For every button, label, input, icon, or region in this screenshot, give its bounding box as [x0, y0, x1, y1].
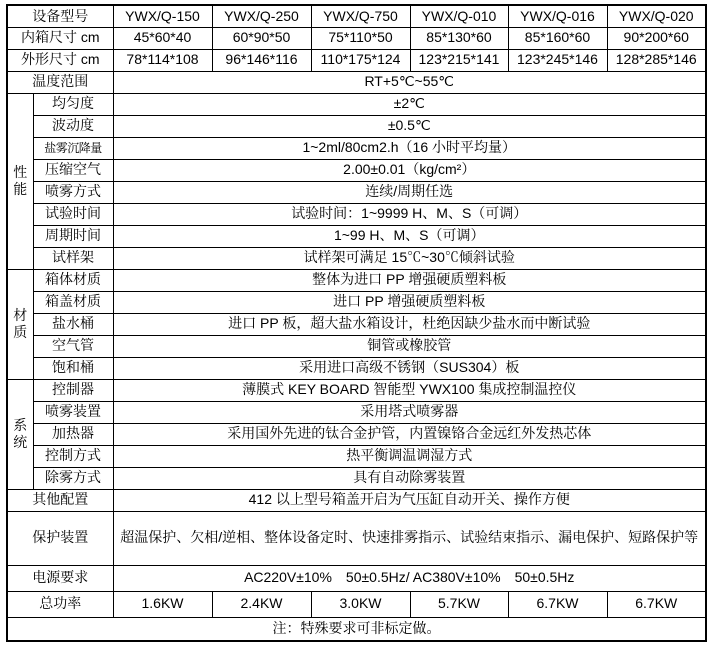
inner-size-cell: 45*60*40 [113, 27, 212, 49]
row-value: 1~2ml/80cm2.h（16 小时平均量） [113, 137, 706, 159]
outer-size-cell: 96*146*116 [212, 49, 311, 71]
inner-size-cell: 90*200*60 [607, 27, 706, 49]
material-row [7, 357, 706, 379]
inner-size-cell: 60*90*50 [212, 27, 311, 49]
total-power-cell: 6.7KW [508, 591, 607, 617]
model-cell: YWX/Q-016 [508, 5, 607, 27]
row-value: 热平衡调温调湿方式 [113, 445, 706, 467]
protection-value: 超温保护、欠相/逆相、整体设备定时、快速排雾指示、试验结束指示、漏电保护、短路保护等 [113, 511, 706, 565]
perf-row [7, 203, 706, 225]
model-row [7, 5, 706, 27]
row-label: 控制方式 [33, 445, 113, 467]
power-supply-row [7, 565, 706, 591]
inner-size-row [7, 27, 706, 49]
material-row [7, 335, 706, 357]
row-value: 进口 PP 增强硬质塑料板 [113, 291, 706, 313]
row-label: 除雾方式 [33, 467, 113, 489]
total-power-cell: 3.0KW [311, 591, 410, 617]
total-power-cell: 6.7KW [607, 591, 706, 617]
system-row [7, 445, 706, 467]
material-row [7, 269, 706, 291]
total-power-cell: 5.7KW [410, 591, 508, 617]
row-value: 整体为进口 PP 增强硬质塑料板 [113, 269, 706, 291]
row-label-power-supply: 电源要求 [7, 565, 113, 591]
temp-range-value: RT+5℃~55℃ [113, 71, 706, 93]
spec-table [6, 4, 707, 642]
perf-row [7, 247, 706, 269]
perf-row [7, 159, 706, 181]
row-value: 2.00±0.01（kg/cm²） [113, 159, 706, 181]
row-label: 箱体材质 [33, 269, 113, 291]
group-label-performance: 性能 [7, 93, 33, 269]
row-value: 薄膜式 KEY BOARD 智能型 YWX100 集成控制温控仪 [113, 379, 706, 401]
row-value: 试样架可满足 15℃~30℃倾斜试验 [113, 247, 706, 269]
group-label-system: 系统 [7, 379, 33, 489]
row-label: 箱盖材质 [33, 291, 113, 313]
row-value: 1~99 H、M、S（可调） [113, 225, 706, 247]
model-cell: YWX/Q-010 [410, 5, 508, 27]
row-value: ±0.5℃ [113, 115, 706, 137]
row-label-other-config: 其他配置 [7, 489, 113, 511]
row-label: 波动度 [33, 115, 113, 137]
model-cell: YWX/Q-250 [212, 5, 311, 27]
outer-size-cell: 128*285*146 [607, 49, 706, 71]
row-label: 空气管 [33, 335, 113, 357]
material-row [7, 291, 706, 313]
inner-size-cell: 75*110*50 [311, 27, 410, 49]
row-label-inner-size: 内箱尺寸 cm [7, 27, 113, 49]
note-text: 注：特殊要求可非标定做。 [7, 617, 706, 641]
model-cell: YWX/Q-020 [607, 5, 706, 27]
group-label-material: 材质 [7, 269, 33, 379]
system-row [7, 379, 706, 401]
power-supply-value: AC220V±10% 50±0.5Hz/ AC380V±10% 50±0.5Hz [113, 565, 706, 591]
row-label: 加热器 [33, 423, 113, 445]
row-label-protection: 保护装置 [7, 511, 113, 565]
model-cell: YWX/Q-150 [113, 5, 212, 27]
total-power-row [7, 591, 706, 617]
other-config-value: 412 以上型号箱盖开启为气压缸自动开关、操作方便 [113, 489, 706, 511]
perf-row [7, 225, 706, 247]
row-value: 具有自动除雾装置 [113, 467, 706, 489]
outer-size-cell: 123*215*141 [410, 49, 508, 71]
total-power-cell: 2.4KW [212, 591, 311, 617]
inner-size-cell: 85*130*60 [410, 27, 508, 49]
row-value: 连续/周期任选 [113, 181, 706, 203]
total-power-cell: 1.6KW [113, 591, 212, 617]
row-label-temp-range: 温度范围 [7, 71, 113, 93]
row-label: 饱和桶 [33, 357, 113, 379]
system-row [7, 401, 706, 423]
row-value: 采用进口高级不锈钢（SUS304）板 [113, 357, 706, 379]
temp-range-row [7, 71, 706, 93]
perf-row [7, 137, 706, 159]
material-row [7, 313, 706, 335]
row-label-total-power: 总功率 [7, 591, 113, 617]
inner-size-cell: 85*160*60 [508, 27, 607, 49]
note-row [7, 617, 706, 641]
row-value: 铜管或橡胶管 [113, 335, 706, 357]
row-label: 控制器 [33, 379, 113, 401]
row-label: 压缩空气 [33, 159, 113, 181]
row-label: 均匀度 [33, 93, 113, 115]
outer-size-cell: 110*175*124 [311, 49, 410, 71]
row-label: 喷雾装置 [33, 401, 113, 423]
model-cell: YWX/Q-750 [311, 5, 410, 27]
outer-size-cell: 123*245*146 [508, 49, 607, 71]
row-value: 采用塔式喷雾器 [113, 401, 706, 423]
row-label: 试样架 [33, 247, 113, 269]
system-row [7, 423, 706, 445]
row-label: 试验时间 [33, 203, 113, 225]
outer-size-cell: 78*114*108 [113, 49, 212, 71]
perf-row [7, 115, 706, 137]
row-label: 喷雾方式 [33, 181, 113, 203]
row-value: 进口 PP 板，超大盐水箱设计，杜绝因缺少盐水而中断试验 [113, 313, 706, 335]
row-label: 周期时间 [33, 225, 113, 247]
system-row [7, 467, 706, 489]
row-value: 试验时间：1~9999 H、M、S（可调） [113, 203, 706, 225]
row-label: 盐雾沉降量 [33, 137, 113, 159]
row-label-model: 设备型号 [7, 5, 113, 27]
perf-row [7, 181, 706, 203]
row-label-outer-size: 外形尺寸 cm [7, 49, 113, 71]
row-label: 盐水桶 [33, 313, 113, 335]
other-config-row [7, 489, 706, 511]
perf-row [7, 93, 706, 115]
row-value: ±2℃ [113, 93, 706, 115]
outer-size-row [7, 49, 706, 71]
row-value: 采用国外先进的钛合金护管，内置镍铬合金远红外发热芯体 [113, 423, 706, 445]
protection-row [7, 511, 706, 565]
